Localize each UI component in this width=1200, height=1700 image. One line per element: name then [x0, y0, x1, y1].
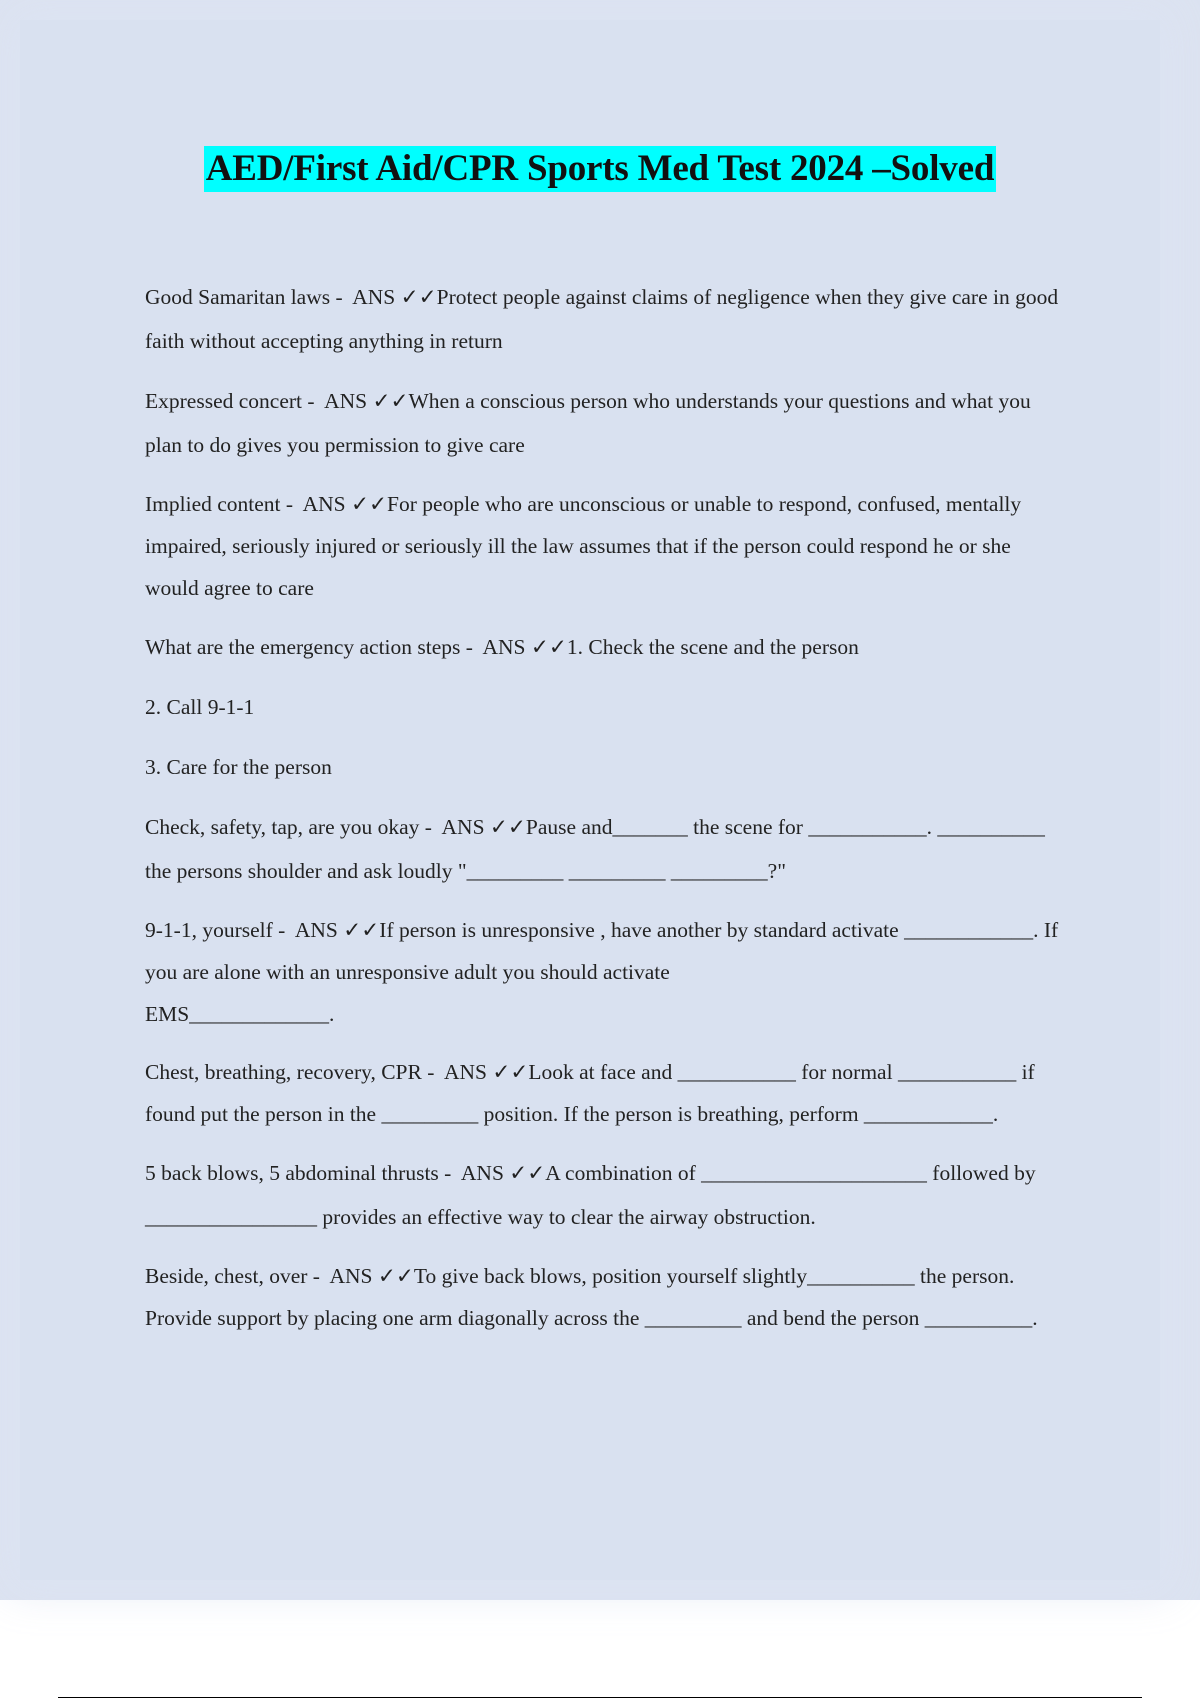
qa-implied-consent: Implied content - ANS ✓✓For people who are unconscious or unable to respond, confused, mentally impaired, seriously injured or seriously ill the law assumes that if the person could respond he or she would agree to care	[145, 492, 1027, 600]
qa-expressed-consent: Expressed concert - ANS ✓✓When a conscious person who understands your questions and what you plan to do gives you permission to give care	[145, 389, 1037, 457]
footer-divider	[58, 1697, 1142, 1698]
qa-check-safety: Check, safety, tap, are you okay - ANS ✓✓Pause and_______ the scene for ___________. __________ the persons shoulder and ask loudly "_________ _________ _________?"	[145, 815, 1051, 883]
step-care-person: 3. Care for the person	[145, 755, 332, 779]
document-body	[145, 275, 1065, 1355]
qa-call-yourself: 9-1-1, yourself - ANS ✓✓If person is unresponsive , have another by standard activate ____________. If you are alone with an unresponsive adult you should activate EMS_____________.	[145, 918, 1059, 1026]
qa-chest-breathing: Chest, breathing, recovery, CPR - ANS ✓✓Look at face and ___________ for normal ___________ if found put the person in the _________ position. If the person is breathing, perform ____________.	[145, 1060, 1041, 1126]
document-title: AED/First Aid/CPR Sports Med Test 2024 –Solved	[204, 146, 996, 192]
qa-emergency-steps: What are the emergency action steps - ANS ✓✓1. Check the scene and the person	[145, 635, 859, 659]
title-container	[0, 146, 1200, 192]
step-call-911: 2. Call 9-1-1	[145, 695, 255, 719]
qa-beside-chest: Beside, chest, over - ANS ✓✓To give back blows, position yourself slightly__________ the person. Provide support by placing one arm diagonally across the _________ and bend the person __________.	[145, 1264, 1038, 1330]
qa-back-blows: 5 back blows, 5 abdominal thrusts - ANS ✓✓A combination of _____________________ followed by ________________ provides an effective way to clear the airway obstruction.	[145, 1161, 1041, 1229]
qa-good-samaritan: Good Samaritan laws - ANS ✓✓Protect people against claims of negligence when they give care in good faith without accepting anything in return	[145, 285, 1064, 353]
